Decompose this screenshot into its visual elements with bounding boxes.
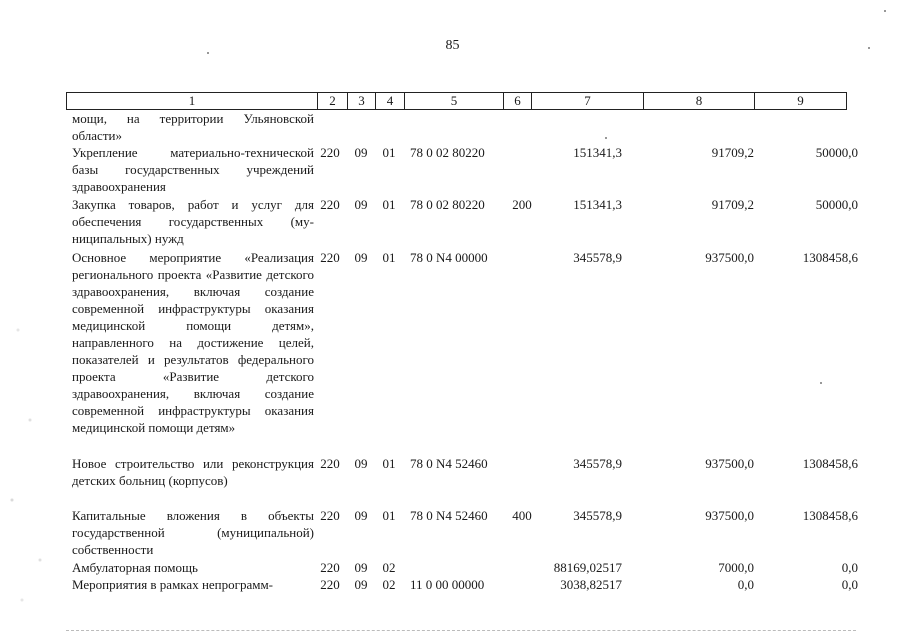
header-col-6: 6 (504, 93, 532, 110)
row-col-4: 01 (382, 456, 396, 471)
scan-speck (884, 10, 886, 12)
scan-speck (820, 382, 822, 384)
row-col-9: 50000,0 (815, 197, 858, 212)
row-col-9: 1308458,6 (802, 508, 858, 523)
row-col-2: 220 (320, 197, 340, 212)
row-name: Укрепление материально-технической базы государственных учреждений здравоохранения (72, 145, 314, 194)
row-name: Капитальные вложения в объекты государственной (муниципальной) собственности (72, 508, 314, 557)
row-col-3: 09 (354, 197, 368, 212)
row-col-9: 50000,0 (815, 145, 858, 160)
row-col-4: 01 (382, 197, 396, 212)
row-col-7: 88169,02517 (553, 560, 622, 575)
column-number-header (66, 92, 847, 110)
header-col-9: 9 (755, 93, 847, 110)
row-name: Амбулаторная помощь (72, 560, 198, 575)
header-col-7: 7 (532, 93, 644, 110)
row-col-5: 78 0 N4 00000 (410, 250, 488, 265)
row-col-2: 220 (320, 577, 340, 592)
header-col-2: 2 (318, 93, 348, 110)
row-name: Новое строительство или реконструкция детских больниц (корпусов) (72, 456, 314, 488)
scan-speck (605, 137, 607, 139)
header-col-3: 3 (348, 93, 376, 110)
row-col-4: 01 (382, 250, 396, 265)
header-col-5: 5 (405, 93, 504, 110)
row-col-7: 345578,9 (573, 456, 622, 471)
row-col-7: 3038,82517 (560, 577, 622, 592)
row-col-8: 937500,0 (705, 508, 754, 523)
row-name: Основное мероприятие «Реализация регионального проекта «Развитие детского здравоохранения, включая создание современной инфраструктуры оказания медицинской помощи детям», направленного на достижение целей, показателей и результатов федерального проекта «Развитие детского здравоохранения, включая создание современной инфраструктуры оказания медицинской помощи детям» (72, 250, 314, 435)
row-col-2: 220 (320, 250, 340, 265)
row-col-2: 220 (320, 145, 340, 160)
row-col-6: 400 (512, 508, 532, 523)
header-col-1: 1 (67, 93, 318, 110)
row-col-8: 7000,0 (718, 560, 754, 575)
row-col-5: 78 0 02 80220 (410, 197, 485, 212)
row-col-7: 151341,3 (573, 145, 622, 160)
row-col-2: 220 (320, 560, 340, 575)
row-col-4: 01 (382, 508, 396, 523)
row-col-4: 01 (382, 145, 396, 160)
row-col-8: 91709,2 (711, 197, 754, 212)
header-col-8: 8 (644, 93, 755, 110)
row-col-9: 0,0 (841, 560, 858, 575)
row-name: мощи, на территории Ульяновской области» (72, 111, 314, 143)
row-col-5: 78 0 N4 52460 (410, 508, 488, 523)
row-col-3: 09 (354, 560, 368, 575)
row-col-3: 09 (354, 577, 368, 592)
row-name: Мероприятия в рамках непрограмм- (72, 577, 274, 592)
header-col-4: 4 (376, 93, 405, 110)
row-name: Закупка товаров, работ и услуг для обеспечения государственных (муниципальных) нужд (72, 197, 314, 246)
row-col-9: 1308458,6 (802, 456, 858, 471)
row-col-2: 220 (320, 456, 340, 471)
scan-noise (0, 0, 70, 640)
row-col-4: 02 (382, 560, 396, 575)
row-col-5: 78 0 N4 52460 (410, 456, 488, 471)
row-col-3: 09 (354, 145, 368, 160)
row-col-5: 11 0 00 00000 (410, 577, 485, 592)
row-col-7: 345578,9 (573, 250, 622, 265)
row-col-9: 0,0 (841, 577, 858, 592)
row-col-9: 1308458,6 (802, 250, 858, 265)
row-col-6: 200 (512, 197, 532, 212)
row-col-7: 345578,9 (573, 508, 622, 523)
row-col-3: 09 (354, 456, 368, 471)
row-col-4: 02 (382, 577, 396, 592)
row-col-8: 0,0 (737, 577, 754, 592)
row-col-8: 937500,0 (705, 250, 754, 265)
scan-bottom-edge (66, 630, 856, 631)
page-number: 85 (445, 38, 460, 53)
row-col-3: 09 (354, 250, 368, 265)
row-col-8: 91709,2 (711, 145, 754, 160)
row-col-2: 220 (320, 508, 340, 523)
row-col-8: 937500,0 (705, 456, 754, 471)
row-col-7: 151341,3 (573, 197, 622, 212)
row-col-5: 78 0 02 80220 (410, 145, 485, 160)
row-col-3: 09 (354, 508, 368, 523)
